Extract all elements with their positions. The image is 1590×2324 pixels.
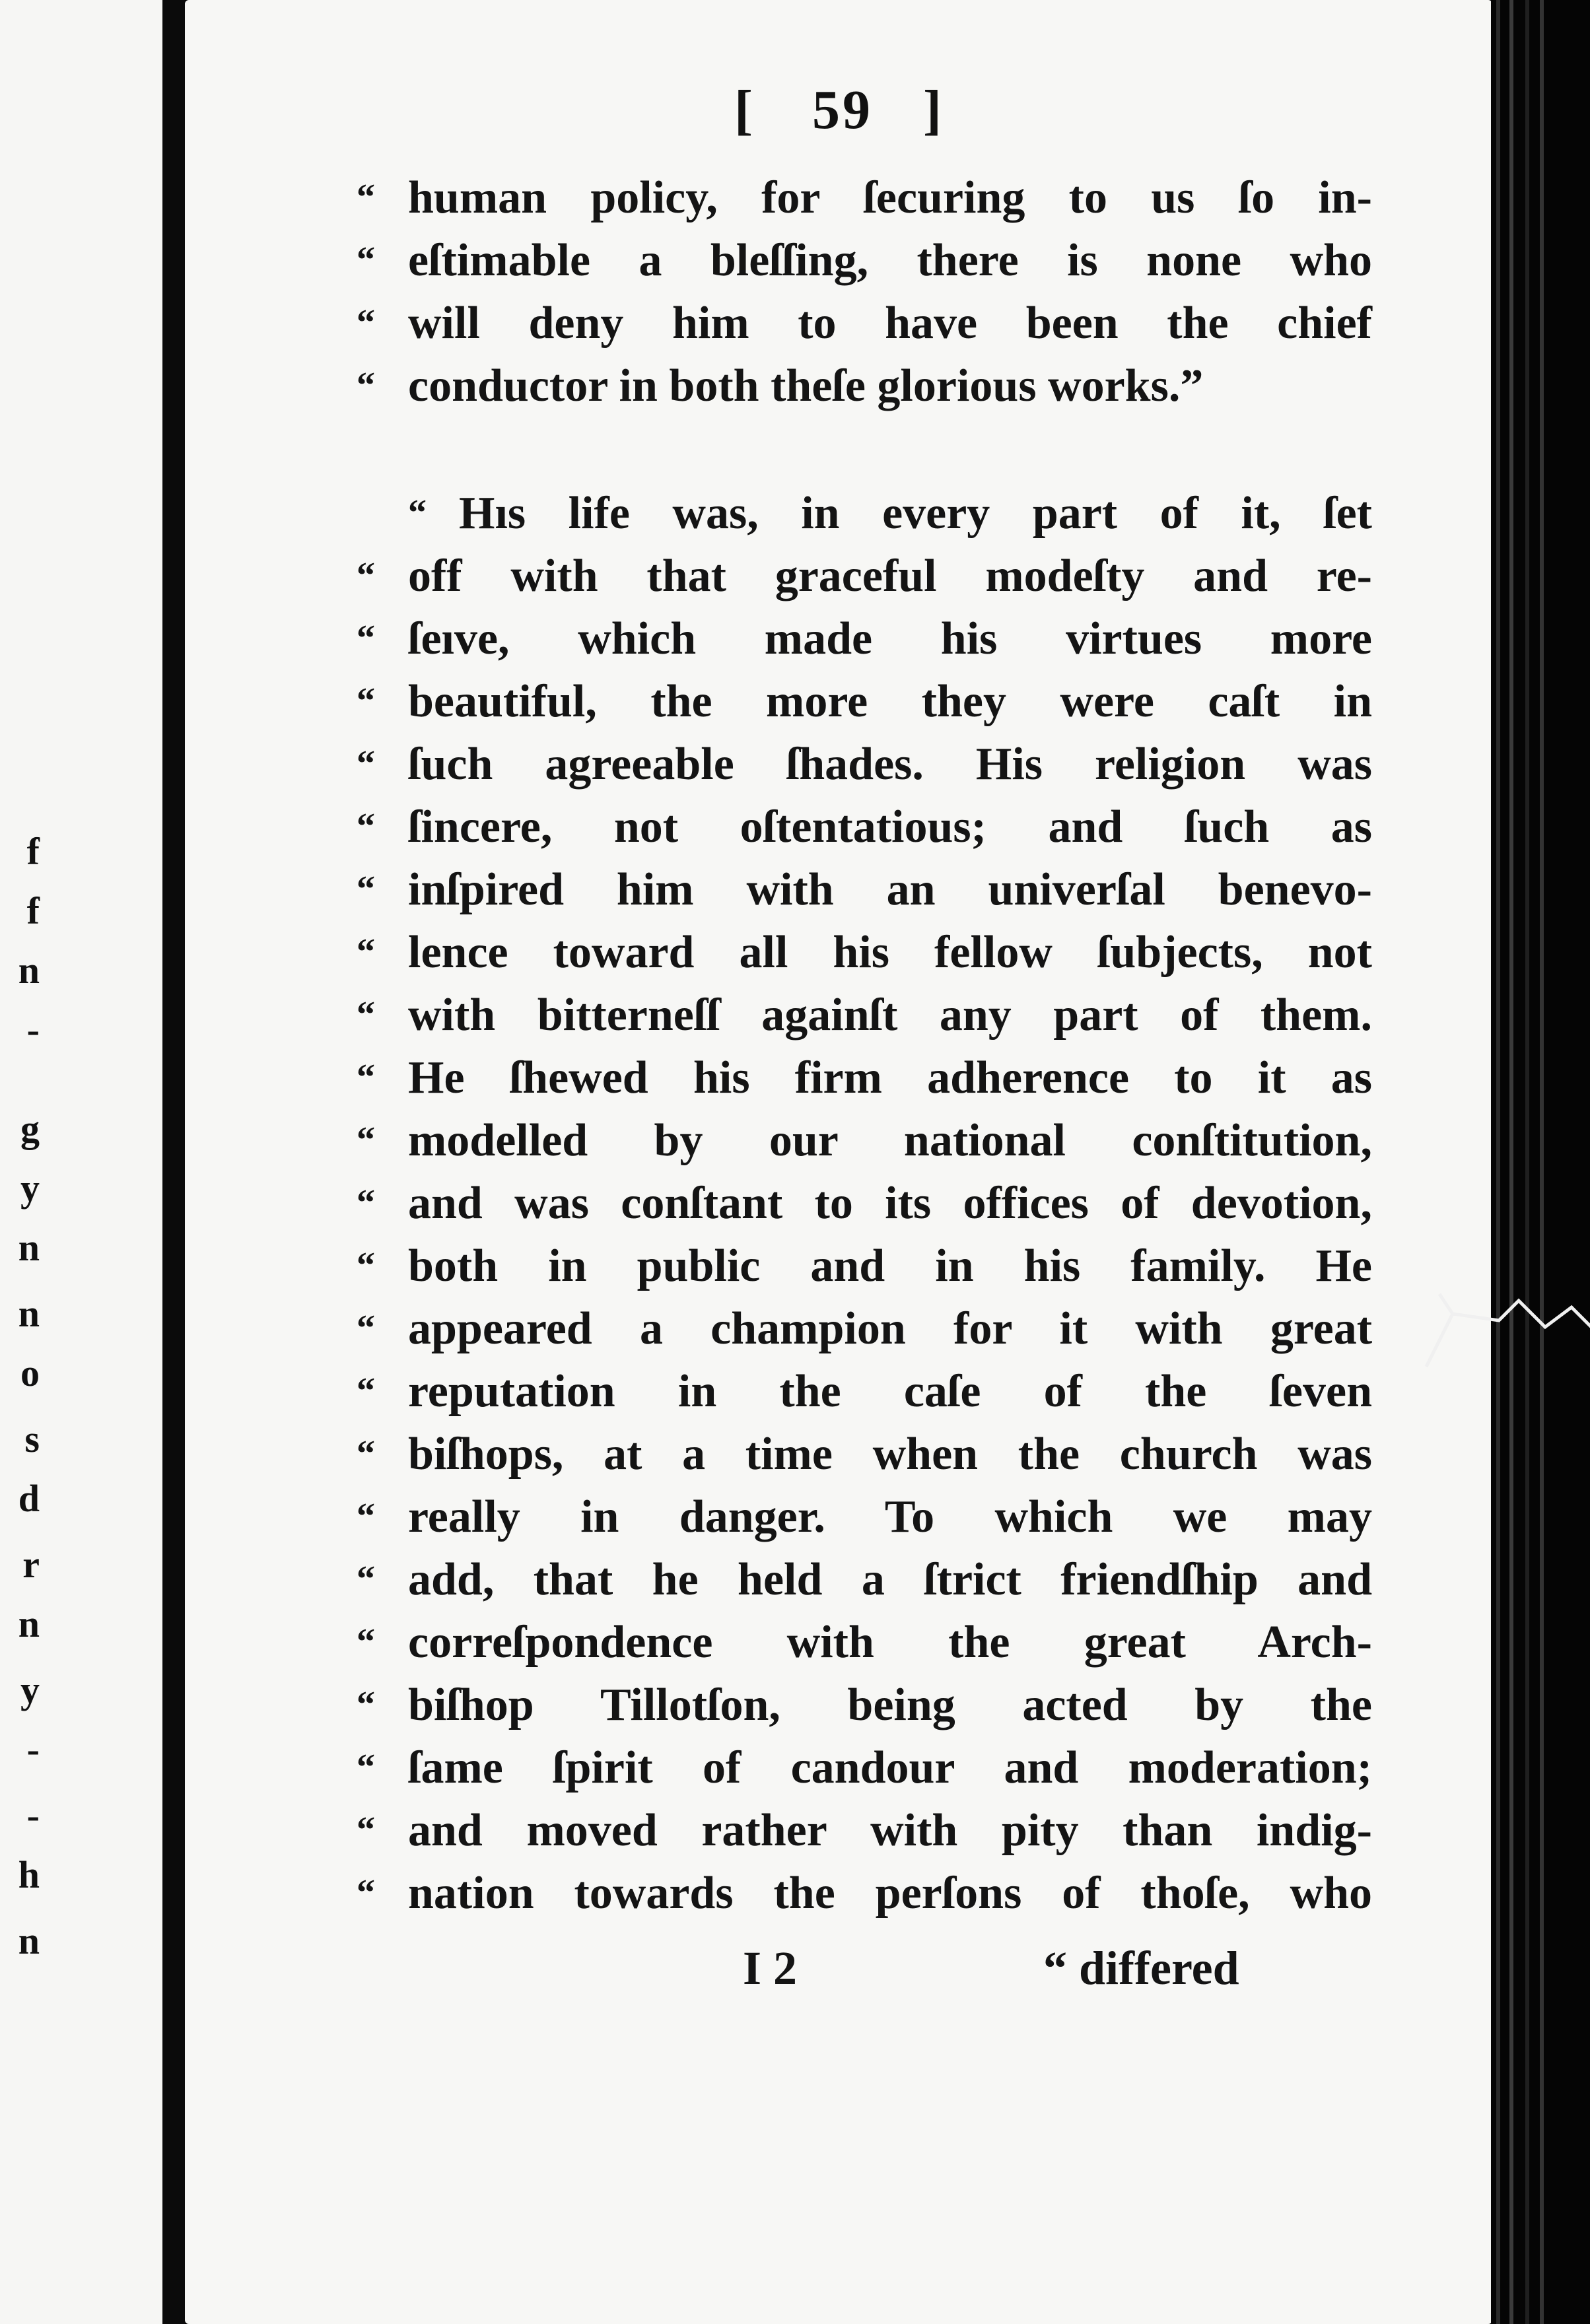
left-margin-fragment: - xyxy=(26,1794,40,1837)
quote-mark: “ xyxy=(357,1371,375,1412)
line-text: biſhop Tillotſon, being acted by the xyxy=(408,1680,1372,1730)
left-margin-fragment: - xyxy=(26,1728,40,1771)
line-text: He ſhewed his firm adherence to it as xyxy=(408,1052,1372,1103)
quote-mark: “ xyxy=(357,555,375,596)
page-edge-line xyxy=(1509,0,1513,2324)
left-margin-fragment: y xyxy=(20,1668,40,1711)
line-text: beautiful, the more they were caſt in xyxy=(408,676,1372,727)
left-margin-fragment: - xyxy=(26,1008,40,1051)
quote-mark: “ xyxy=(357,1308,375,1349)
page-number: 59 xyxy=(812,79,873,141)
quote-mark: “ xyxy=(357,1182,375,1223)
line-text: really in danger. To which we may xyxy=(408,1491,1372,1542)
left-margin-fragment: n xyxy=(18,1602,40,1645)
line-text: reputation in the caſe of the ſeven xyxy=(408,1366,1372,1417)
line-text: human policy, for ſecuring to us ſo in- xyxy=(408,172,1372,223)
quote-mark: “ xyxy=(357,1496,375,1537)
line-text: inſpired him with an univerſal benevo- xyxy=(408,864,1372,915)
quote-mark: “ xyxy=(357,1057,375,1098)
text-line xyxy=(357,1109,1479,1172)
quote-mark: “ xyxy=(357,994,375,1035)
line-text: off with that graceful modeſty and re- xyxy=(408,551,1372,601)
quote-mark: “ xyxy=(408,493,427,533)
quote-mark: “ xyxy=(357,1872,375,1913)
line-text: ſame ſpirit of candour and moderation; xyxy=(408,1742,1372,1793)
line-text: modelled by our national conſtitution, xyxy=(408,1115,1372,1166)
left-margin-fragment: g xyxy=(20,1107,40,1150)
page-edge-line xyxy=(1496,0,1500,2324)
quote-mark: “ xyxy=(357,365,375,406)
text-line xyxy=(357,1799,1479,1862)
text-line xyxy=(357,355,1479,417)
text-line xyxy=(357,292,1479,355)
line-text: correſpondence with the great Arch- xyxy=(408,1617,1372,1668)
text-line xyxy=(357,858,1479,921)
text-line xyxy=(357,1360,1479,1423)
line-text: with bitterneſſ againſt any part of them. xyxy=(408,990,1372,1041)
quote-mark: “ xyxy=(357,1622,375,1662)
text-line xyxy=(357,545,1479,607)
left-margin-fragment: f xyxy=(26,889,40,932)
text-line xyxy=(357,1486,1479,1548)
line-text: ſeıve, which made his virtues more xyxy=(408,613,1372,664)
text-line xyxy=(357,482,1479,545)
quote-mark: “ xyxy=(357,681,375,722)
line-text: conductor in both theſe glorious works.” xyxy=(408,360,1204,411)
left-margin-fragment: f xyxy=(26,830,40,873)
text-line xyxy=(357,921,1479,984)
line-text: eſtimable a bleſſing, there is none who xyxy=(408,235,1372,286)
line-text: both in public and in his family. He xyxy=(408,1241,1372,1291)
quote-mark: “ xyxy=(357,743,375,784)
line-text: nation towards the perſons of thoſe, who xyxy=(408,1868,1372,1919)
quote-mark: “ xyxy=(357,618,375,659)
quote-mark: “ xyxy=(357,1747,375,1788)
line-text: biſhops, at a time when the church was xyxy=(408,1429,1372,1480)
text-line xyxy=(357,1548,1479,1611)
text-line xyxy=(357,607,1479,670)
text-line xyxy=(357,229,1479,292)
left-margin-fragment: h xyxy=(18,1853,40,1896)
quote-mark: “ xyxy=(357,869,375,910)
left-margin-fragment: y xyxy=(20,1167,40,1210)
text-line xyxy=(357,1862,1479,1925)
left-margin-fragment: o xyxy=(20,1351,40,1394)
quote-mark: “ xyxy=(357,1684,375,1725)
left-margin-fragment: n xyxy=(18,949,40,992)
line-text: Hıs life was, in every part of it, ſet xyxy=(459,488,1372,539)
left-margin-fragment: s xyxy=(24,1418,40,1460)
signature-mark: I 2 xyxy=(743,1942,798,1995)
text-line xyxy=(357,1423,1479,1486)
line-text: will deny him to have been the chief xyxy=(408,298,1372,349)
line-text: and was conſtant to its offices of devotion, xyxy=(408,1178,1372,1229)
body-text xyxy=(357,166,1479,1925)
text-line xyxy=(357,1674,1479,1736)
left-margin-fragment: n xyxy=(18,1292,40,1335)
left-margin-fragment: d xyxy=(18,1477,40,1520)
header-close-bracket: ] xyxy=(923,79,942,141)
paper-tear-mark xyxy=(1413,1274,1590,1380)
text-line xyxy=(357,1297,1479,1360)
quote-mark: “ xyxy=(357,806,375,847)
text-line xyxy=(357,733,1479,796)
left-margin-fragment: n xyxy=(18,1226,40,1269)
text-line xyxy=(357,1046,1479,1109)
catchword: “ differed xyxy=(1043,1942,1239,1995)
book-page xyxy=(185,0,1492,2324)
line-text: add, that he held a ſtrict friendſhip and xyxy=(408,1554,1372,1605)
page-edge-line xyxy=(1525,0,1529,2324)
quote-mark: “ xyxy=(357,1120,375,1161)
quote-mark: “ xyxy=(357,240,375,281)
line-text: and moved rather with pity than indig- xyxy=(408,1805,1372,1856)
quote-mark: “ xyxy=(357,177,375,218)
left-facing-page xyxy=(0,0,162,2324)
text-line xyxy=(357,670,1479,733)
line-text: ſincere, not oſtentatious; and ſuch as xyxy=(408,802,1372,852)
page-edge-line xyxy=(1540,0,1544,2324)
text-line xyxy=(357,1235,1479,1297)
left-margin-fragment: r xyxy=(22,1543,40,1586)
line-text: appeared a champion for it with great xyxy=(408,1303,1372,1354)
page-edge-stack xyxy=(1491,0,1590,2324)
header-open-bracket: [ xyxy=(734,79,753,141)
text-line xyxy=(357,796,1479,858)
text-line xyxy=(357,1736,1479,1799)
text-line xyxy=(357,166,1479,229)
left-margin-fragment: n xyxy=(18,1919,40,1962)
text-line xyxy=(357,1172,1479,1235)
quote-mark: “ xyxy=(357,1559,375,1600)
quote-mark: “ xyxy=(357,932,375,973)
line-text: ſuch agreeable ſhades. His religion was xyxy=(408,739,1372,790)
quote-mark: “ xyxy=(357,1810,375,1851)
book-gutter xyxy=(162,0,185,2324)
line-text: lence toward all his fellow ſubjects, not xyxy=(408,927,1372,978)
quote-mark: “ xyxy=(357,1245,375,1286)
text-line xyxy=(357,984,1479,1046)
text-line xyxy=(357,1611,1479,1674)
quote-mark: “ xyxy=(357,1433,375,1474)
quote-mark: “ xyxy=(357,302,375,343)
